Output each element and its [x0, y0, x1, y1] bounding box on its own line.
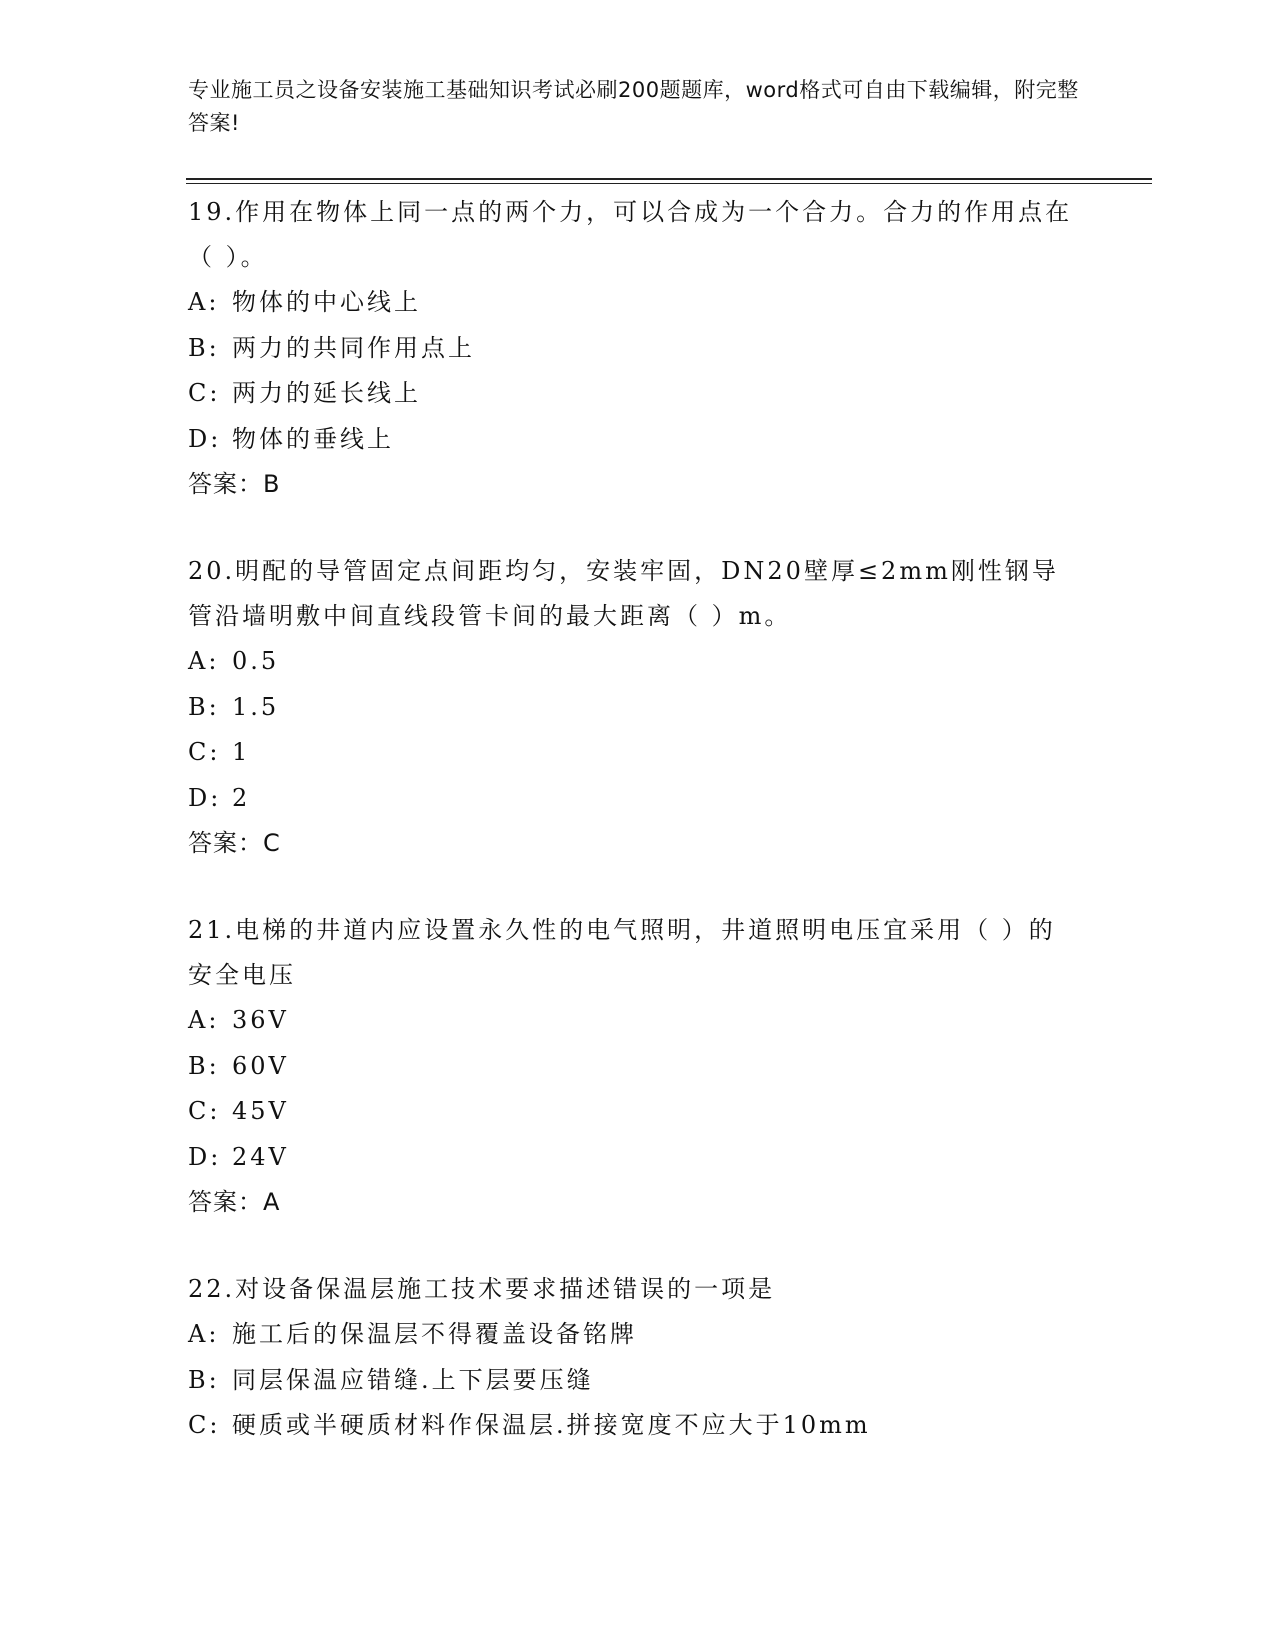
option-key: C:	[188, 738, 221, 766]
question-19	[188, 190, 1088, 506]
question-20	[188, 549, 1088, 865]
option-c	[188, 1089, 1088, 1135]
answer-line: 答案：C	[188, 829, 281, 857]
option-a	[188, 1312, 1088, 1358]
question-stem: 21.电梯的井道内应设置永久性的电气照明，井道照明电压宜采用（ ）的安全电压	[188, 916, 1056, 989]
option-key: A:	[188, 647, 220, 675]
option-key: B:	[188, 1051, 220, 1080]
answer-line: 答案：B	[188, 470, 281, 498]
option-key: C:	[188, 1097, 221, 1125]
answer-line: 答案：A	[188, 1188, 281, 1216]
option-text: 2	[232, 783, 251, 812]
option-b	[188, 685, 1088, 731]
header-rule-thin	[186, 183, 1152, 184]
option-d	[188, 776, 1088, 822]
option-text: 60V	[232, 1051, 289, 1080]
option-b	[188, 1358, 1088, 1404]
option-c	[188, 1403, 1088, 1449]
option-key: B:	[188, 692, 220, 721]
option-a	[188, 998, 1088, 1044]
option-key: C:	[188, 1411, 221, 1439]
option-key: A:	[188, 288, 220, 316]
question-stem: 19.作用在物体上同一点的两个力，可以合成为一个合力。合力的作用点在（ ）。	[188, 198, 1073, 271]
option-key: D:	[188, 1142, 222, 1171]
option-c	[188, 730, 1088, 776]
option-key: B:	[188, 333, 220, 362]
option-text: 1.5	[232, 692, 280, 721]
option-a	[188, 639, 1088, 685]
option-key: B:	[188, 1365, 220, 1394]
option-text: 1	[232, 738, 251, 766]
option-key: A:	[188, 1320, 220, 1348]
option-text: 两力的共同作用点上	[232, 333, 475, 362]
document-header: 专业施工员之设备安装施工基础知识考试必刷200题题库，word格式可自由下载编辑，附完整答案!	[188, 78, 1079, 135]
option-text: 物体的中心线上	[232, 288, 421, 316]
option-text: 36V	[232, 1006, 289, 1034]
option-a	[188, 280, 1088, 326]
option-key: D:	[188, 783, 222, 812]
question-stem: 22.对设备保温层施工技术要求描述错误的一项是	[188, 1275, 776, 1303]
option-b	[188, 326, 1088, 372]
option-text: 24V	[232, 1142, 289, 1171]
option-text: 物体的垂线上	[232, 424, 394, 453]
option-text: 同层保温应错缝.上下层要压缝	[232, 1365, 594, 1394]
option-text: 45V	[232, 1097, 289, 1125]
question-22	[188, 1267, 1088, 1449]
option-key: A:	[188, 1006, 220, 1034]
option-b	[188, 1044, 1088, 1090]
question-list	[188, 190, 1088, 1492]
option-text: 两力的延长线上	[232, 379, 421, 407]
question-21	[188, 908, 1088, 1224]
option-key: C:	[188, 379, 221, 407]
option-c	[188, 371, 1088, 417]
header-rule-thick	[186, 178, 1152, 180]
question-stem: 20.明配的导管固定点间距均匀，安装牢固，DN20壁厚≤2mm刚性钢导管沿墙明敷中间直线段管卡间的最大距离（ ）m。	[188, 557, 1059, 630]
option-text: 施工后的保温层不得覆盖设备铭牌	[232, 1320, 637, 1348]
option-d	[188, 1135, 1088, 1181]
option-text: 硬质或半硬质材料作保温层.拼接宽度不应大于10mm	[232, 1411, 871, 1439]
option-text: 0.5	[232, 647, 280, 675]
option-d	[188, 417, 1088, 463]
option-key: D:	[188, 424, 222, 453]
